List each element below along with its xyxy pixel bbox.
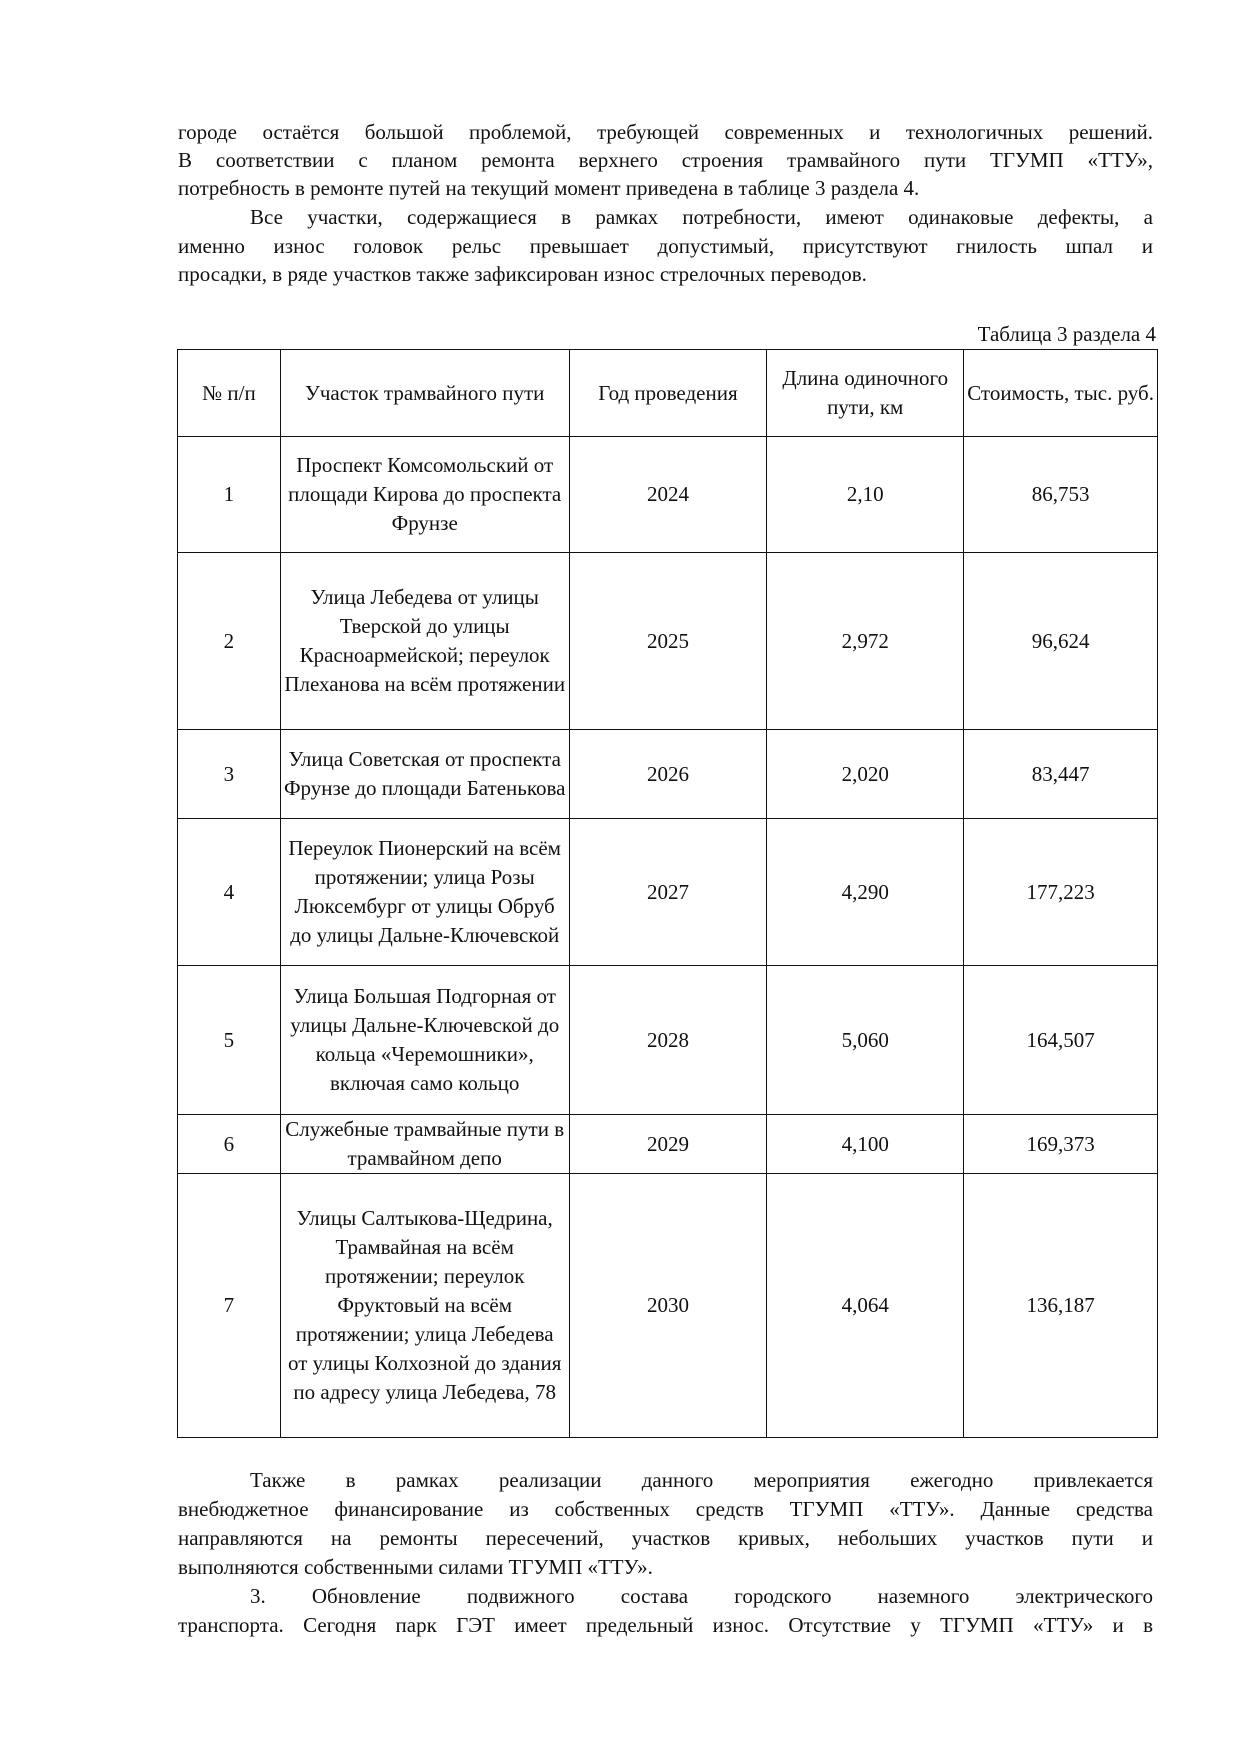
cell-number: 3 bbox=[178, 730, 281, 819]
text-line: потребность в ремонте путей на текущий момент приведена в таблице 3 раздела 4. bbox=[178, 176, 920, 200]
cell-length: 4,290 bbox=[767, 819, 964, 966]
cell-section: Улицы Салтыкова-Щедрина, Трамвайная на всём протяжении; переулок Фруктовый на всём протяжении; улица Лебедева от улицы Колхозной до здания по адресу улица Лебедева, 78 bbox=[280, 1174, 569, 1438]
text-line: Также в рамках реализации данного мероприятия ежегодно привлекается bbox=[250, 1468, 1153, 1492]
repair-table bbox=[177, 349, 1158, 1438]
text-line: городе остаётся большой проблемой, требующей современных и технологичных решений. bbox=[178, 120, 1153, 144]
text-line: направляются на ремонты пересечений, участков кривых, небольших участков пути и bbox=[178, 1526, 1153, 1550]
cell-cost: 169,373 bbox=[964, 1115, 1158, 1174]
cell-year: 2027 bbox=[569, 819, 767, 966]
text-line: внебюджетное финансирование из собственных средств ТГУМП «ТТУ». Данные средства bbox=[178, 1497, 1153, 1521]
text-line: именно износ головок рельс превышает допустимый, присутствуют гнилость шпал и bbox=[178, 234, 1153, 258]
header-number: № п/п bbox=[178, 350, 281, 437]
cell-section: Улица Лебедева от улицы Тверской до улицы Красноармейской; переулок Плеханова на всём протяжении bbox=[280, 553, 569, 730]
cell-year: 2030 bbox=[569, 1174, 767, 1438]
table-caption: Таблица 3 раздела 4 bbox=[977, 322, 1156, 346]
header-cost: Стоимость, тыс. руб. bbox=[964, 350, 1158, 437]
header-length: Длина одиночного пути, км bbox=[767, 350, 964, 437]
table-row bbox=[178, 1174, 1158, 1438]
cell-number: 1 bbox=[178, 437, 281, 553]
cell-length: 2,10 bbox=[767, 437, 964, 553]
cell-length: 4,064 bbox=[767, 1174, 964, 1438]
cell-year: 2028 bbox=[569, 966, 767, 1115]
cell-year: 2029 bbox=[569, 1115, 767, 1174]
cell-number: 4 bbox=[178, 819, 281, 966]
text-line: 3. Обновление подвижного состава городского наземного электрического bbox=[250, 1584, 1153, 1608]
cell-cost: 177,223 bbox=[964, 819, 1158, 966]
header-section: Участок трамвайного пути bbox=[280, 350, 569, 437]
text-line: Все участки, содержащиеся в рамках потребности, имеют одинаковые дефекты, а bbox=[250, 205, 1153, 229]
cell-year: 2026 bbox=[569, 730, 767, 819]
table-row bbox=[178, 819, 1158, 966]
cell-number: 7 bbox=[178, 1174, 281, 1438]
cell-year: 2024 bbox=[569, 437, 767, 553]
table-header-row bbox=[178, 350, 1158, 437]
table-row bbox=[178, 553, 1158, 730]
text-line: выполняются собственными силами ТГУМП «ТТУ». bbox=[178, 1555, 653, 1579]
cell-number: 6 bbox=[178, 1115, 281, 1174]
cell-cost: 96,624 bbox=[964, 553, 1158, 730]
cell-cost: 83,447 bbox=[964, 730, 1158, 819]
cell-length: 2,020 bbox=[767, 730, 964, 819]
cell-cost: 164,507 bbox=[964, 966, 1158, 1115]
cell-section: Переулок Пионерский на всём протяжении; улица Розы Люксембург от улицы Обруб до улицы Дальне-Ключевской bbox=[280, 819, 569, 966]
cell-length: 4,100 bbox=[767, 1115, 964, 1174]
cell-number: 5 bbox=[178, 966, 281, 1115]
text-line: просадки, в ряде участков также зафиксирован износ стрелочных переводов. bbox=[178, 262, 867, 286]
cell-number: 2 bbox=[178, 553, 281, 730]
table-row bbox=[178, 437, 1158, 553]
cell-length: 5,060 bbox=[767, 966, 964, 1115]
cell-section: Улица Большая Подгорная от улицы Дальне-Ключевской до кольца «Черемошники», включая само кольцо bbox=[280, 966, 569, 1115]
cell-year: 2025 bbox=[569, 553, 767, 730]
cell-section: Проспект Комсомольский от площади Кирова до проспекта Фрунзе bbox=[280, 437, 569, 553]
text-line: транспорта. Сегодня парк ГЭТ имеет предельный износ. Отсутствие у ТГУМП «ТТУ» и в bbox=[178, 1613, 1153, 1637]
table-row bbox=[178, 1115, 1158, 1174]
table-row bbox=[178, 730, 1158, 819]
cell-cost: 86,753 bbox=[964, 437, 1158, 553]
table-row bbox=[178, 966, 1158, 1115]
cell-length: 2,972 bbox=[767, 553, 964, 730]
cell-section: Улица Советская от проспекта Фрунзе до площади Батенькова bbox=[280, 730, 569, 819]
cell-cost: 136,187 bbox=[964, 1174, 1158, 1438]
cell-section: Служебные трамвайные пути в трамвайном депо bbox=[280, 1115, 569, 1174]
header-year: Год проведения bbox=[569, 350, 767, 437]
text-line: В соответствии с планом ремонта верхнего строения трамвайного пути ТГУМП «ТТУ», bbox=[178, 148, 1153, 172]
